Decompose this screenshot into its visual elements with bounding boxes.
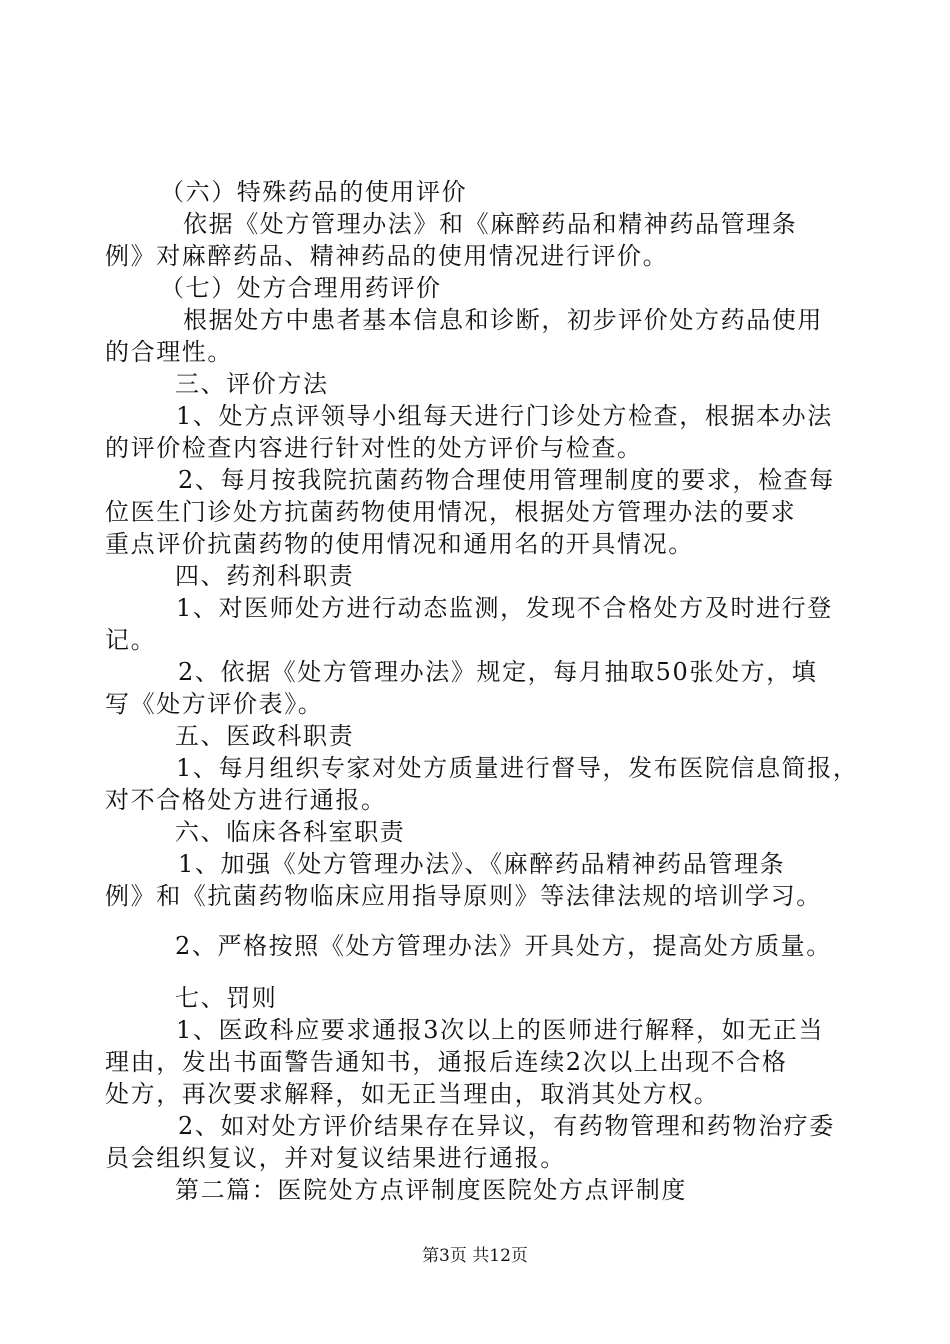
- paragraph-line: 位医生门诊处方抗菌药物使用情况，根据处方管理办法的要求: [105, 498, 797, 526]
- paragraph-line: 1、医政科应要求通报3次以上的医师进行解释，如无正当: [176, 1016, 825, 1044]
- paragraph-line: 理由，发出书面警告通知书，通报后连续2次以上出现不合格: [105, 1048, 788, 1076]
- paragraph-line: 重点评价抗菌药物的使用情况和通用名的开具情况。: [105, 530, 694, 558]
- paragraph-line: 的合理性。: [105, 338, 233, 366]
- paragraph-line: 的评价检查内容进行针对性的处方评价与检查。: [105, 434, 643, 462]
- paragraph-line: 2、如对处方评价结果存在异议，有药物管理和药物治疗委: [178, 1112, 835, 1140]
- chapter-title: 第二篇：医院处方点评制度医院处方点评制度: [175, 1176, 687, 1204]
- section-heading-special-drugs: （六）特殊药品的使用评价: [160, 178, 468, 206]
- section-heading-pharmacy-duties: 四、药剂科职责: [175, 562, 355, 590]
- page-number-footer: 第3页 共12页: [422, 1246, 528, 1266]
- paragraph-line: 1、对医师处方进行动态监测，发现不合格处方及时进行登: [176, 594, 833, 622]
- paragraph-line: 对不合格处方进行通报。: [105, 786, 387, 814]
- paragraph-line: 根据处方中患者基本信息和诊断，初步评价处方药品使用: [183, 306, 823, 334]
- paragraph-line: 例》和《抗菌药物临床应用指导原则》等法律法规的培训学习。: [105, 882, 822, 910]
- paragraph-line: 1、加强《处方管理办法》、《麻醉药品精神药品管理条: [178, 850, 786, 878]
- paragraph-line: 员会组织复议，并对复议结果进行通报。: [105, 1144, 566, 1172]
- paragraph-line: 处方，再次要求解释，如无正当理由，取消其处方权。: [105, 1080, 720, 1108]
- paragraph-line: 1、处方点评领导小组每天进行门诊处方检查，根据本办法: [176, 402, 833, 430]
- paragraph-line: 写《处方评价表》。: [105, 690, 324, 718]
- section-heading-evaluation-method: 三、评价方法: [175, 370, 329, 398]
- paragraph-line: 例》对麻醉药品、精神药品的使用情况进行评价。: [105, 242, 669, 270]
- section-heading-prescription-rational-use: （七）处方合理用药评价: [160, 274, 442, 302]
- paragraph-line: 记。: [105, 626, 157, 654]
- section-heading-medical-affairs-duties: 五、医政科职责: [175, 722, 355, 750]
- paragraph-line: 2、依据《处方管理办法》规定，每月抽取50张处方，填: [178, 658, 818, 686]
- section-heading-penalties: 七、罚则: [175, 984, 278, 1012]
- paragraph-line: 2、严格按照《处方管理办法》开具处方，提高处方质量。: [175, 932, 832, 960]
- paragraph-line: 依据《处方管理办法》和《麻醉药品和精神药品管理条: [183, 210, 798, 238]
- paragraph-line: 2、每月按我院抗菌药物合理使用管理制度的要求，检查每: [178, 466, 835, 494]
- section-heading-clinical-duties: 六、临床各科室职责: [175, 818, 406, 846]
- paragraph-line: 1、每月组织专家对处方质量进行督导，发布医院信息简报，: [176, 754, 859, 782]
